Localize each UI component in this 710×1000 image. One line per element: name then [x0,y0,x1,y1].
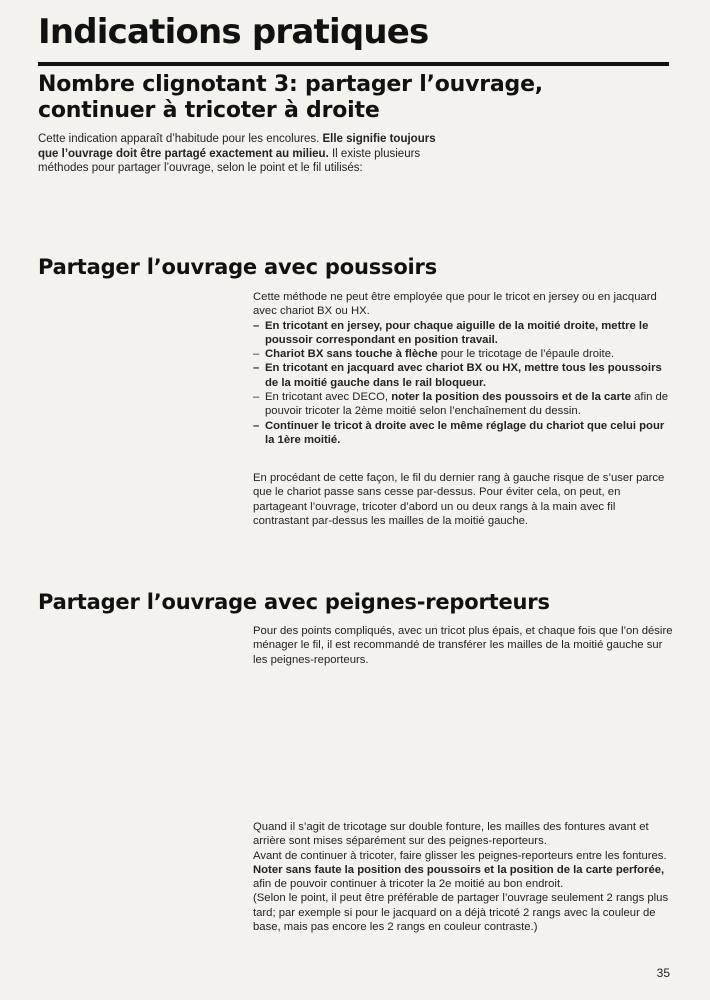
list-item-bold: Chariot BX sans touche à flèche [265,348,438,361]
peignes-p3-bold: Noter sans faute la position des poussoirs et la position de la carte perforée, [253,863,665,876]
list-item: – Continuer le tricot à droite avec le même réglage du chariot que celui pour la 1ère moitié. [253,419,673,448]
list-item [253,390,673,419]
list-item-text: En tricotant avec DECO, [265,391,392,404]
list-item: – En tricotant en jacquard avec chariot BX ou HX, mettre tous les poussoirs de la moitié gauche dans le rail bloqueur. [253,361,673,390]
peignes-p1: Quand il s’agit de tricotage sur double fonture, les mailles des fontures avant et arrière sont mises séparément sur des peignes-reporteurs. [253,821,649,848]
poussoirs-instructions [253,290,673,447]
intro-text-c: Il existe plusieurs méthodes pour partager l’ouvrage, selon le point et le fil utilisés: [38,147,421,174]
peignes-p2: Avant de continuer à tricoter, faire glisser les peignes-reporteurs entre les fontures. [253,849,667,862]
section-title-line-2: continuer à tricoter à droite [38,98,380,123]
page-title: Indications pratiques [38,12,429,52]
poussoirs-list [253,319,673,448]
peignes-details [253,820,673,934]
intro-text-bold: Elle signifie toujours que l’ouvrage doit être partagé exactement au milieu. [38,133,436,160]
list-item-text: pour le tricotage de l’épaule droite. [437,348,615,361]
page-number: 35 [656,966,670,980]
list-item: – En tricotant en jersey, pour chaque aiguille de la moitié droite, mettre le poussoir correspondant en position travail. [253,319,673,348]
peignes-p3-text: afin de pouvoir continuer à tricoter la 2e moitié au bon endroit. [253,878,564,891]
section-title-line-1: Nombre clignotant 3: partager l’ouvrage, [38,72,543,97]
list-item-text: afin de pouvoir tricoter la 2ème moitié selon l’enchaînement du dessin. [265,391,669,418]
intro-text-a: Cette indication apparaît d’habitude pour les encolures. [38,133,323,145]
peignes-lead: Pour des points compliqués, avec un tricot plus épais, et chaque fois que l’on désire ménager le fil, il est recommandé de transférer les mailles de la moitié gauche sur les peignes-reporteurs. [253,625,673,666]
heading-poussoirs: Partager l’ouvrage avec poussoirs [38,255,438,279]
list-item-bold: noter la position des poussoirs et de la carte [391,391,632,404]
section-title [38,72,543,124]
peignes-p3 [253,863,673,892]
heading-peignes: Partager l’ouvrage avec peignes-reporteurs [38,590,550,614]
poussoirs-note: En procédant de cette façon, le fil du dernier rang à gauche risque de s’user parce que le chariot passe sans cesse par-dessus. Pour éviter cela, on peut, en partageant l’ouvrage, tricoter d’abord un ou deux rangs à la main avec fil contrastant par-dessus les mailles de la moitié gauche. [253,472,665,527]
intro-paragraph [38,132,458,176]
title-rule [38,62,669,66]
poussoirs-lead: Cette méthode ne peut être employée que pour le tricot en jersey ou en jacquard avec chariot BX ou HX. [253,291,657,318]
peignes-p4: (Selon le point, il peut être préférable de partager l’ouvrage seulement 2 rangs plus tard; par exemple si pour le jacquard on a déjà tricoté 2 rangs avec la couleur de base, mais pas encore les 2 rangs en couleur contraste.) [253,892,669,934]
list-item [253,347,673,361]
